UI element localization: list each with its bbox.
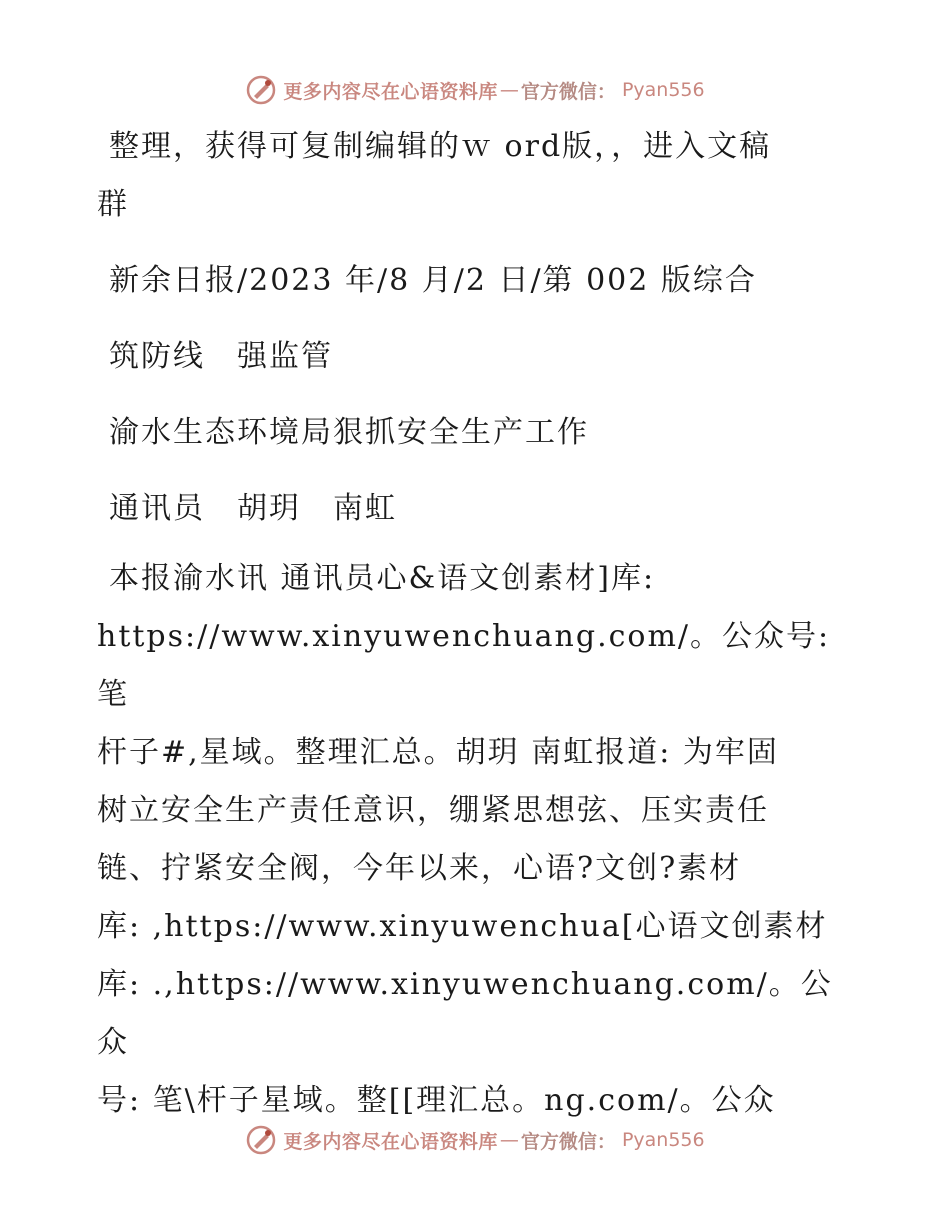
body-line: https://www.xinyuwenchuang.com/。公众号: 笔 xyxy=(97,619,831,712)
header-banner xyxy=(0,70,950,110)
banner-wechat-label: 官方微信： xyxy=(520,80,616,103)
banner-brand-text: 更多内容尽在心语资料库 xyxy=(283,80,498,103)
intro-line-2: 群 xyxy=(97,187,129,222)
body-line: 号: 笔\杆子星域。整[[理汇总。ng.com/。公众 xyxy=(97,1083,776,1118)
source-line: 新余日报/2023 年/8 月/2 日/第 002 版综合 xyxy=(109,263,757,298)
intro-line-1: 整理，获得可复制编辑的ｗ ord版，，进入文稿 xyxy=(109,129,772,164)
body-line: 链、拧紧安全阀，今年以来，心语?文创?素材 xyxy=(97,851,742,886)
banner-wechat-label: 官方微信： xyxy=(520,1130,616,1153)
pen-circle-logo-icon xyxy=(245,1124,277,1156)
headline: 筑防线 强监管 xyxy=(109,339,333,374)
document-content xyxy=(97,118,837,1130)
footer-banner xyxy=(0,1120,950,1160)
banner-separator: — xyxy=(499,1129,519,1151)
article-body xyxy=(97,550,837,1130)
banner-brand-text: 更多内容尽在心语资料库 xyxy=(283,1130,498,1153)
body-line: 库: .,https://www.xinyuwenchuang.com/。公众 xyxy=(97,967,833,1060)
subheadline: 渝水生态环境局狠抓安全生产工作 xyxy=(109,415,589,450)
body-line: 库: ,https://www.xinyuwenchua[心语文创素材 xyxy=(97,909,828,944)
banner-separator: — xyxy=(499,79,519,101)
body-line: 树立安全生产责任意识，绷紧思想弦、压实责任 xyxy=(97,793,769,828)
body-line: 本报渝水讯 通讯员心&语文创素材]库: xyxy=(109,561,656,596)
banner-wechat-id: Pyan556 xyxy=(621,1129,705,1151)
pen-circle-logo-icon xyxy=(245,74,277,106)
banner-wechat-id: Pyan556 xyxy=(621,79,705,101)
byline: 通讯员 胡玥 南虹 xyxy=(109,491,397,526)
body-line: 杆子#,星域。整理汇总。胡玥 南虹报道: 为牢固 xyxy=(97,735,779,770)
